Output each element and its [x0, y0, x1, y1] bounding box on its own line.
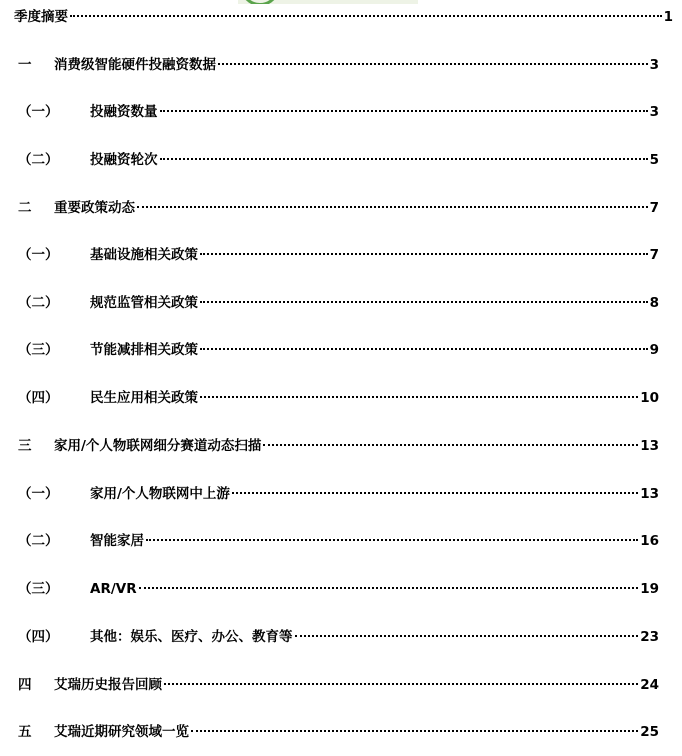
toc-entry-section-1-1[interactable] [18, 102, 659, 122]
toc-entry-section-4[interactable] [18, 675, 659, 695]
toc-entry-title: 规范监管相关政策 [90, 295, 198, 311]
toc-entry-quarterly-summary[interactable] [14, 7, 673, 27]
toc-entry-number: （二） [18, 152, 59, 168]
toc-entry-page: 3 [649, 104, 659, 120]
dot-leader [146, 539, 638, 541]
toc-entry-number: （四） [18, 629, 59, 645]
dot-leader [191, 730, 638, 732]
toc-entry-number: 四 [18, 677, 32, 693]
toc-entry-title: 艾瑞历史报告回顾 [54, 677, 162, 693]
toc-entry-section-3-1[interactable] [18, 484, 659, 504]
dot-leader [160, 158, 648, 160]
toc-entry-page: 7 [649, 200, 659, 216]
dot-leader [160, 110, 648, 112]
dot-leader [263, 444, 638, 446]
toc-entry-title: 家用/个人物联网中上游 [90, 486, 230, 502]
dot-leader [200, 253, 648, 255]
toc-entry-page: 8 [649, 295, 659, 311]
toc-entry-number: 二 [18, 200, 32, 216]
toc-entry-title: 消费级智能硬件投融资数据 [54, 57, 216, 73]
toc-entry-title: 艾瑞近期研究领域一览 [54, 724, 189, 740]
toc-entry-section-3-4[interactable] [18, 627, 659, 647]
toc-entry-title: AR/VR [90, 581, 137, 597]
toc-entry-section-2-4[interactable] [18, 388, 659, 408]
toc-entry-page: 16 [640, 533, 659, 549]
dot-leader [218, 63, 648, 65]
toc-entry-title: 其他：娱乐、医疗、办公、教育等 [90, 629, 293, 645]
toc-entry-page: 24 [640, 677, 659, 693]
toc-entry-section-1[interactable] [18, 55, 659, 75]
toc-entry-page: 9 [649, 342, 659, 358]
dot-leader [232, 492, 638, 494]
toc-entry-section-2[interactable] [18, 198, 659, 218]
toc-entry-section-2-3[interactable] [18, 340, 659, 360]
toc-entry-number: （四） [18, 390, 59, 406]
toc-entry-section-2-1[interactable] [18, 245, 659, 265]
toc-entry-title: 重要政策动态 [54, 200, 135, 216]
dot-leader [137, 206, 648, 208]
toc-entry-number: （一） [18, 486, 59, 502]
dot-leader [200, 301, 648, 303]
toc-entry-number: 一 [18, 57, 32, 73]
toc-entry-page: 3 [649, 57, 659, 73]
toc-entry-number: （三） [18, 342, 59, 358]
dot-leader [295, 635, 639, 637]
toc-entry-page: 25 [640, 724, 659, 740]
toc-entry-section-5[interactable] [18, 722, 659, 742]
toc-entry-section-3-3[interactable] [18, 579, 659, 599]
toc-entry-page: 13 [640, 438, 659, 454]
toc-entry-page: 7 [649, 247, 659, 263]
toc-entry-title: 节能减排相关政策 [90, 342, 198, 358]
toc-entry-number: （一） [18, 104, 59, 120]
toc-entry-title: 智能家居 [90, 533, 144, 549]
toc-entry-title: 投融资轮次 [90, 152, 158, 168]
toc-entry-section-3[interactable] [18, 436, 659, 456]
toc-entry-page: 1 [663, 9, 673, 25]
toc-entry-number: 五 [18, 724, 32, 740]
toc-entry-page: 10 [640, 390, 659, 406]
toc-entry-page: 5 [649, 152, 659, 168]
dot-leader [70, 15, 662, 17]
toc-entry-title: 家用/个人物联网细分赛道动态扫描 [54, 438, 262, 454]
toc-entry-number: 三 [18, 438, 32, 454]
toc-entry-title: 民生应用相关政策 [90, 390, 198, 406]
toc-entry-page: 13 [640, 486, 659, 502]
toc-entry-title: 投融资数量 [90, 104, 158, 120]
dot-leader [200, 396, 638, 398]
toc-entry-section-3-2[interactable] [18, 531, 659, 551]
dot-leader [200, 348, 648, 350]
toc-entry-title: 季度摘要 [14, 9, 68, 25]
toc-entry-number: （二） [18, 533, 59, 549]
toc-entry-title: 基础设施相关政策 [90, 247, 198, 263]
toc-entry-section-1-2[interactable] [18, 150, 659, 170]
toc-entry-page: 23 [640, 629, 659, 645]
toc-entry-number: （三） [18, 581, 59, 597]
toc-entry-section-2-2[interactable] [18, 293, 659, 313]
dot-leader [164, 683, 638, 685]
dot-leader [139, 587, 639, 589]
toc-entry-page: 19 [640, 581, 659, 597]
toc-entry-number: （一） [18, 247, 59, 263]
toc-entry-number: （二） [18, 295, 59, 311]
